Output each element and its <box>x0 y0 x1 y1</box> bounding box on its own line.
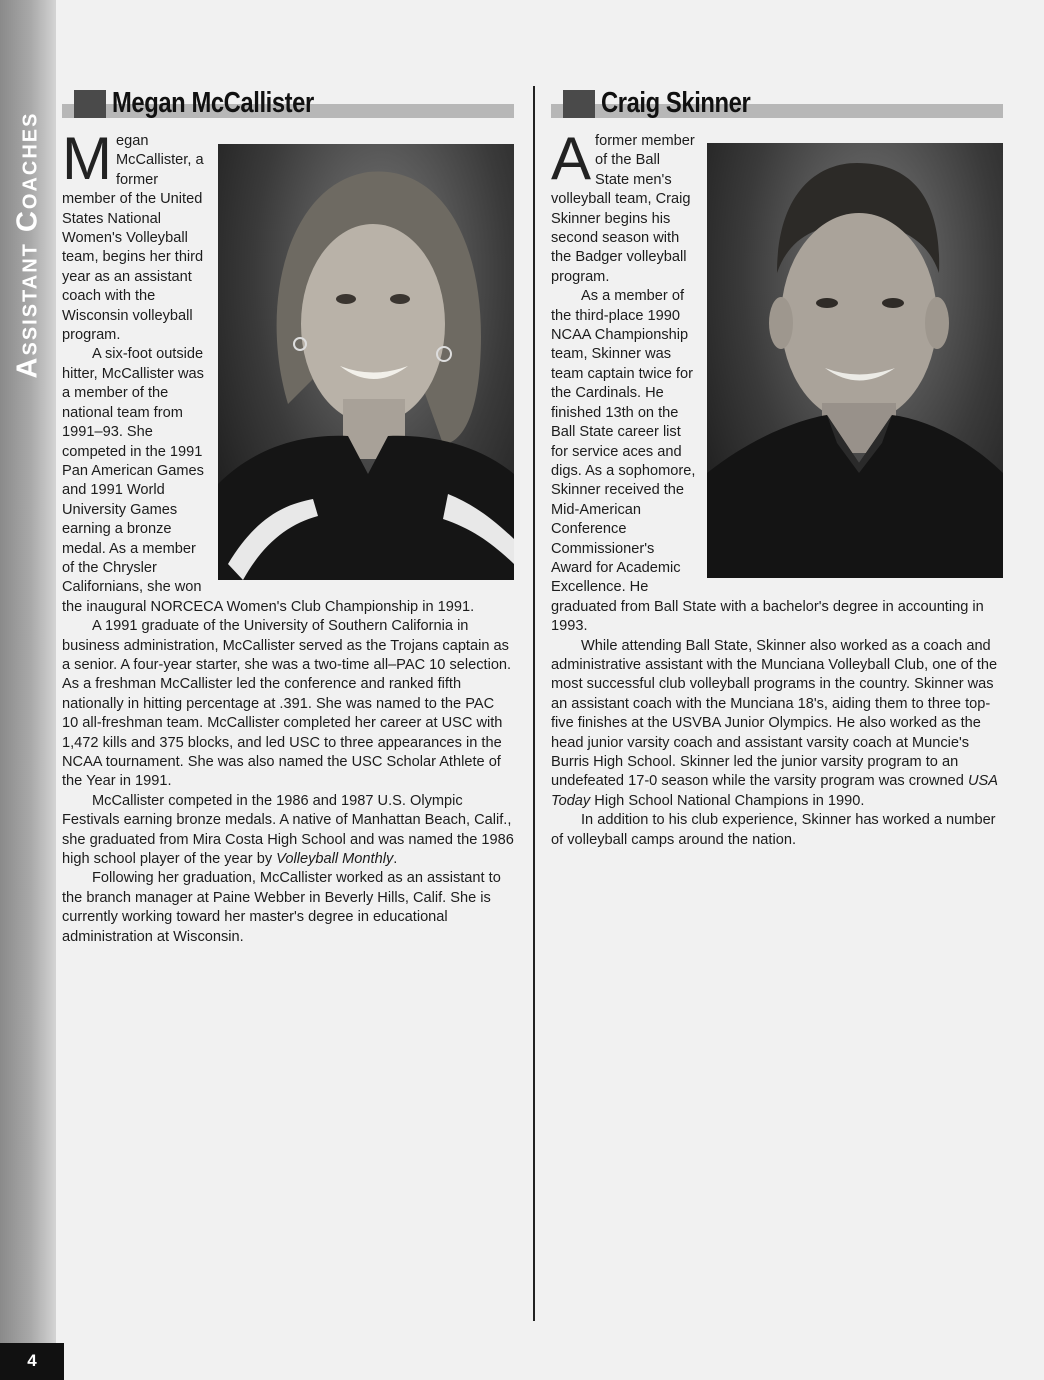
page-number-box <box>0 1343 64 1380</box>
publication-title: USA Today <box>551 773 998 809</box>
bio-paragraph: While attending Ball State, Skinner also worked as a coach and administrative assistant with the Munciana Volleyball Club, one of the most successful club volleyball programs in the country. Skinner was an assistant coach with the Munciana 18's, aiding them to three top-five finishes at the USVBA Junior Olympics. He also worked as the head junior varsity coach and assistant varsity coach at Muncie's Burris High School. Skinner led the junior varsity program to an undefeated 17-0 season while the varsity program was crowned USA Today High School National Champions in 1990. <box>551 637 998 809</box>
side-strip <box>0 0 56 1380</box>
drop-cap: A <box>551 125 592 192</box>
bio-paragraph: former member of the Ball State men's volleyball team, Craig Skinner begins his second season with the Badger volleyball program. <box>551 133 695 285</box>
bio-paragraph: In addition to his club experience, Skinner has worked a number of volleyball camps around the nation. <box>551 812 996 848</box>
coach-name: Craig Skinner <box>601 87 751 119</box>
publication-title: Volleyball Monthly <box>276 851 394 868</box>
coach-photo <box>218 144 514 580</box>
bio-megan-mccallister <box>62 84 514 947</box>
bio-text <box>62 125 514 947</box>
heading-square <box>563 90 595 118</box>
bio-paragraph: A 1991 graduate of the University of Southern California in business administration, McCallister served as the Trojans captain as a senior. A four-year starter, she was a two-time all–PAC 10 selection. As a freshman McCallister led the conference and ranked fifth nationally in hitting percentage at .391. She was named to the PAC 10 all-freshman team. McCallister completed her career at USC with 1,472 kills and 375 blocks, and led USC to three appearances in the NCAA tournament. She was also named the USC Scholar Athlete of the Year in 1991. <box>62 618 512 790</box>
heading-square <box>74 90 106 118</box>
heading-bar <box>62 84 514 120</box>
coach-name: Megan McCallister <box>112 87 314 119</box>
coach-photo <box>707 143 1003 578</box>
bio-paragraph: egan McCallister, a former member of the United States National Women's Volleyball team, begins her third year as an assistant coach with the Wisconsin volleyball program. <box>62 133 204 344</box>
bio-paragraph: A six-foot outside hitter, McCallister was a member of the national team from 1991–93. She competed in the 1991 Pan American Games and 1991 World University Games earning a bronze medal. As a member of the Chrysler Californians, she won the inaugural NORCECA Women's Club Championship in 1991. <box>62 346 475 615</box>
bio-paragraph: McCallister competed in the 1986 and 1987 U.S. Olympic Festivals earning bronze medals. A native of Manhattan Beach, Calif., she graduated from Mira Costa High School and was named the 1986 high school player of the year by Volleyball Monthly. <box>62 792 514 868</box>
heading-bar <box>551 84 1003 120</box>
bio-paragraph: As a member of the third-place 1990 NCAA Championship team, Skinner was team captain twice for the Cardinals. He finished 13th on the Ball State career list for service aces and digs. As a sophomore, Skinner received the Mid-American Conference Commissioner's Award for Academic Excellence. He graduated from Ball State with a bachelor's degree in accounting in 1993. <box>551 288 984 635</box>
column-divider <box>533 86 535 1321</box>
page-number: 4 <box>27 1351 37 1370</box>
bio-craig-skinner <box>551 84 1003 850</box>
drop-cap: M <box>62 125 112 192</box>
bio-text <box>551 125 1003 850</box>
bio-paragraph: Following her graduation, McCallister worked as an assistant to the branch manager at Paine Webber in Beverly Hills, Calif. She is currently working toward her master's degree in educational administration at Wisconsin. <box>62 870 501 945</box>
section-label: Assistant Coaches <box>11 111 44 379</box>
